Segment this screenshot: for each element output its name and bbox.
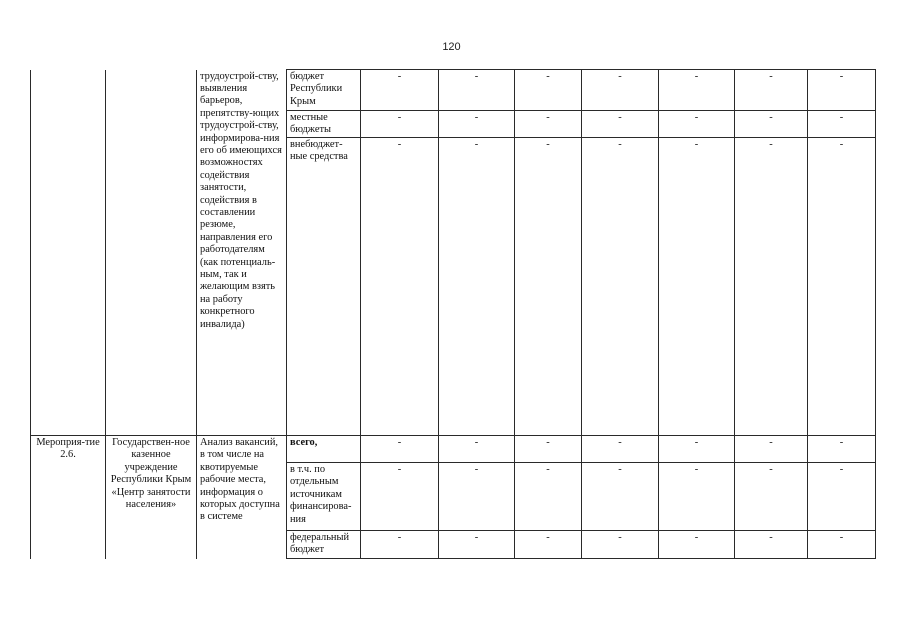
value-cell: -	[582, 138, 659, 436]
page-number: 120	[442, 41, 461, 53]
funding-source-label: федеральный бюджет	[287, 531, 361, 559]
measure-description: трудоустрой-ству, выявления барьеров, препятству-ющих трудоустрой-ству, информирова-ния его об имеющихся возможностях содействия занятости, содействия в составлении резюме, направления его работодателям (как потенциаль-ным, так и желающим взять на работу конкретного инвалида)	[197, 70, 287, 436]
funding-table	[30, 69, 876, 559]
value-cell: -	[808, 436, 876, 463]
value-cell: -	[659, 463, 735, 531]
value-cell: -	[808, 531, 876, 559]
funding-source-label: в т.ч. по отдельным источникам финансирова-ния	[287, 463, 361, 531]
value-cell: -	[735, 111, 808, 138]
value-cell: -	[361, 70, 439, 111]
value-cell: -	[582, 531, 659, 559]
funding-source-label: местные бюджеты	[287, 111, 361, 138]
value-cell: -	[582, 463, 659, 531]
value-cell: -	[439, 436, 515, 463]
value-cell: -	[515, 70, 582, 111]
table-row	[31, 436, 876, 463]
table-row	[31, 70, 876, 111]
value-cell: -	[659, 70, 735, 111]
value-cell: -	[439, 111, 515, 138]
value-cell: -	[808, 138, 876, 436]
value-cell: -	[735, 463, 808, 531]
value-cell: -	[515, 111, 582, 138]
value-cell: -	[439, 463, 515, 531]
value-cell: -	[659, 436, 735, 463]
value-cell: -	[361, 436, 439, 463]
measure-cell-empty	[31, 70, 106, 436]
value-cell: -	[808, 463, 876, 531]
value-cell: -	[582, 70, 659, 111]
measure-description: Анализ вакансий, в том числе на квотируемые рабочие места, информация о которых доступна в системе	[197, 436, 287, 559]
value-cell: -	[659, 138, 735, 436]
value-cell: -	[515, 436, 582, 463]
value-cell: -	[808, 111, 876, 138]
value-cell: -	[582, 111, 659, 138]
value-cell: -	[735, 531, 808, 559]
value-cell: -	[582, 436, 659, 463]
value-cell: -	[735, 138, 808, 436]
value-cell: -	[361, 531, 439, 559]
value-cell: -	[735, 70, 808, 111]
executor: Государствен-ное казенное учреждение Республики Крым «Центр занятости населения»	[106, 436, 197, 559]
executor-cell-empty	[106, 70, 197, 436]
funding-source-label: бюджет Республики Крым	[287, 70, 361, 111]
value-cell: -	[361, 463, 439, 531]
value-cell: -	[361, 138, 439, 436]
value-cell: -	[515, 463, 582, 531]
value-cell: -	[439, 531, 515, 559]
value-cell: -	[735, 436, 808, 463]
value-cell: -	[659, 531, 735, 559]
measure-number: Мероприя-тие 2.6.	[31, 436, 106, 559]
value-cell: -	[515, 531, 582, 559]
value-cell: -	[361, 111, 439, 138]
funding-source-label: внебюджет-ные средства	[287, 138, 361, 436]
value-cell: -	[439, 138, 515, 436]
value-cell: -	[659, 111, 735, 138]
value-cell: -	[439, 70, 515, 111]
value-cell: -	[515, 138, 582, 436]
funding-source-label: всего,	[287, 436, 361, 463]
value-cell: -	[808, 70, 876, 111]
